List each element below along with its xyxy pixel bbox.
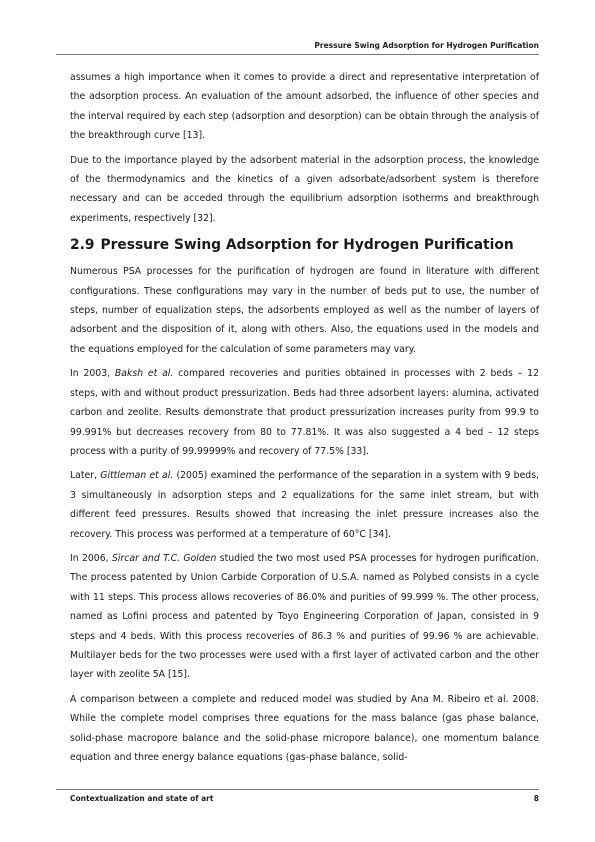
page-number: 8 bbox=[533, 794, 539, 803]
page-body bbox=[70, 68, 539, 772]
p6-lead: In 2006, bbox=[70, 552, 112, 564]
p5-lead: Later, bbox=[70, 470, 101, 482]
footer-chapter: Contextualization and state of art bbox=[70, 794, 214, 803]
footer-divider bbox=[56, 789, 539, 790]
p5-author: Gittleman et al. bbox=[100, 470, 174, 482]
p5-body: (2005) examined the performance of the separation in a system with 9 beds, 3 simultaneously in adsorption steps and 2 equalizations for the same inlet stream, but with different feed pressures. Results showed that increasing the inlet pressure increases also the recovery. This process was performed at a temperature of 60°C [34]. bbox=[70, 470, 539, 540]
section-heading bbox=[70, 235, 539, 255]
p4-lead: In 2003, bbox=[70, 368, 115, 380]
p6-author: Sircar and T.C. Golden bbox=[111, 552, 217, 564]
paragraph-6 bbox=[70, 549, 539, 685]
section-title: Pressure Swing Adsorption for Hydrogen Purification bbox=[100, 237, 514, 254]
p4-author: Baksh et al. bbox=[114, 368, 174, 380]
paragraph-4 bbox=[70, 364, 539, 461]
section-number: 2.9 bbox=[70, 237, 95, 254]
p4-body: compared recoveries and purities obtained in processes with 2 beds – 12 steps, with and without product pressurization. Beds had three adsorbent layers: alumina, activated carbon and zeolite. Results demonstrate that product pressurization increases purity from 99.9 to 99.991% but decreases recovery from 80 to 77.81%. It was also suggested a 4 bed – 12 steps process with a purity of 99.99999% and recovery of 77.5% [33]. bbox=[70, 368, 539, 457]
paragraph-3: Numerous PSA processes for the purification of hydrogen are found in literature with different configurations. These configurations may vary in the number of beds put to use, the number of steps, number of equalization steps, the adsorbents employed as well as the number of layers of adsorbent and the disposition of it, along with others. Also, the equations used in the models and the equations employed for the calculation of some parameters may vary. bbox=[70, 266, 539, 355]
paragraph-5 bbox=[70, 466, 539, 544]
paragraph-7: A comparison between a complete and reduced model was studied by Ana M. Ribeiro et al. 2008. While the complete model comprises three equations for the mass balance (gas phase balance, solid-phase macropore balance and the solid-phase micropore balance), one momentum balance equation and three energy balance equations (gas-phase balance, solid- bbox=[70, 693, 539, 763]
paragraph-1: assumes a high importance when it comes to provide a direct and representative interpretation of the adsorption process. An evaluation of the amount adsorbed, the influence of other species and the interval required by each step (adsorption and desorption) can be obtain through the analysis of the breakthrough curve [13]. bbox=[70, 72, 539, 142]
paragraph-2: Due to the importance played by the adsorbent material in the adsorption process, the knowledge of the thermodynamics and the kinetics of a given adsorbate/adsorbent system is therefore necessary and can be acceded through the equilibrium adsorption isotherms and breakthrough experiments, respectively [32]. bbox=[70, 154, 539, 224]
p6-body: studied the two most used PSA processes for hydrogen purification. The process patented by Union Carbide Corporation of U.S.A. named as Polybed consists in a cycle with 11 steps. This process allows recoveries of 86.0% and purities of 99.999 %. The other process, named as Lofini process and patented by Toyo Engineering Corporation of Japan, consisted in 9 steps and 4 beds. With this process recoveries of 86.3 % and purities of 99.96 % are achievable. Multilayer beds for the two processes were used with a first layer of activated carbon and the other layer with zeolite 5A [15]. bbox=[70, 552, 539, 681]
running-header: Pressure Swing Adsorption for Hydrogen Purification bbox=[314, 41, 539, 50]
header-divider bbox=[56, 54, 539, 55]
